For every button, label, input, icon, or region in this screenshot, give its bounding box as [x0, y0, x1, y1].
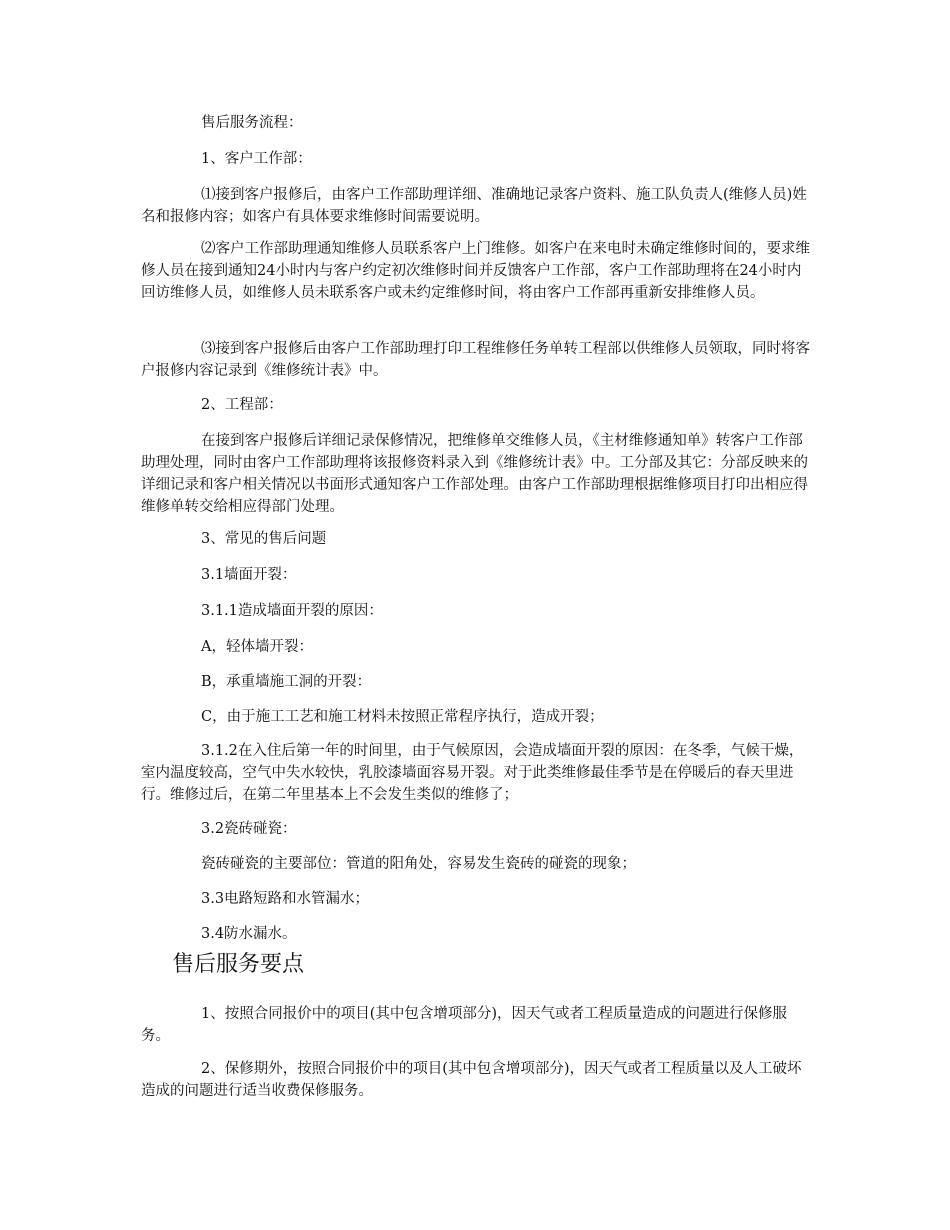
- section-heading-key-points: 售后服务要点: [172, 952, 305, 977]
- subsection-tile-chipping: 3.2瓷砖碰瓷：: [201, 821, 297, 837]
- item-b: B，承重墙施工洞的开裂：: [201, 674, 372, 690]
- paragraph-engineering: 在接到客户报修后详细记录保修情况，把维修单交维修人员，《主材维修通知单》转客户工作部助理处理，同时由客户工作部助理将该报修资料录入到《维修统计表》中。工分部及其它：分部反映来的详细记录和客户相关情况以书面形式通知客户工作部处理。由客户工作部助理根据维修项目打印出相应得维修单转交给相应得部门处理。: [141, 433, 808, 515]
- paragraph-tile-chipping: 瓷砖碰瓷的主要部位：管道的阳角处，容易发生瓷砖的碰瓷的现象；: [201, 856, 636, 872]
- section-customer-dept: 1、客户工作部：: [201, 151, 312, 167]
- key-point-1: 1、按照合同报价中的项目(其中包含增项部分)，因天气或者工程质量造成的问题进行保修服务。: [141, 1006, 788, 1044]
- paragraph-first-year: 3.1.2在入住后第一年的时间里，由于气候原因，会造成墙面开裂的原因：在冬季，气候干燥，室内温度较高，空气中失水较快，乳胶漆墙面容易开裂。对于此类维修最佳季节是在停暖后的春天里进行。维修过后，在第二年里基本上不会发生类似的维修了；: [141, 743, 804, 803]
- process-title: 售后服务流程：: [201, 115, 303, 131]
- subsection-crack-causes: 3.1.1造成墙面开裂的原因：: [201, 603, 383, 619]
- key-point-2: 2、保修期外，按照合同报价中的项目(其中包含增项部分)，因天气或者工程质量以及人工破坏造成的问题进行适当收费保修服务。: [141, 1061, 802, 1099]
- paragraph-step-2: ⑵客户工作部助理通知维修人员联系客户上门维修。如客户在来电时未确定维修时间的，要求维修人员在接到通知24小时内与客户约定初次维修时间并反馈客户工作部，客户工作部助理将在24小时内回访维修人员，如维修人员未联系客户或未约定维修时间，将由客户工作部再重新安排维修人员。: [141, 241, 810, 301]
- subsection-waterproof: 3.4防水漏水。: [201, 926, 297, 942]
- section-common-issues: 3、常见的售后问题: [201, 531, 327, 547]
- subsection-short-circuit: 3.3电路短路和水管漏水；: [201, 891, 370, 907]
- paragraph-step-1: ⑴接到客户报修后，由客户工作部助理详细、准确地记录客户资料、施工队负责人(维修人员)姓名和报修内容；如客户有具体要求维修时间需要说明。: [141, 187, 807, 225]
- section-engineering-dept: 2、工程部：: [201, 397, 283, 413]
- item-c: C，由于施工工艺和施工材料未按照正常程序执行，造成开裂；: [201, 709, 604, 725]
- item-a: A，轻体墙开裂：: [201, 639, 313, 655]
- subsection-wall-cracks: 3.1墙面开裂：: [201, 567, 297, 583]
- paragraph-step-3: ⑶接到客户报修后由客户工作部助理打印工程维修任务单转工程部以供维修人员领取，同时将客户报修内容记录到《维修统计表》中。: [141, 341, 810, 379]
